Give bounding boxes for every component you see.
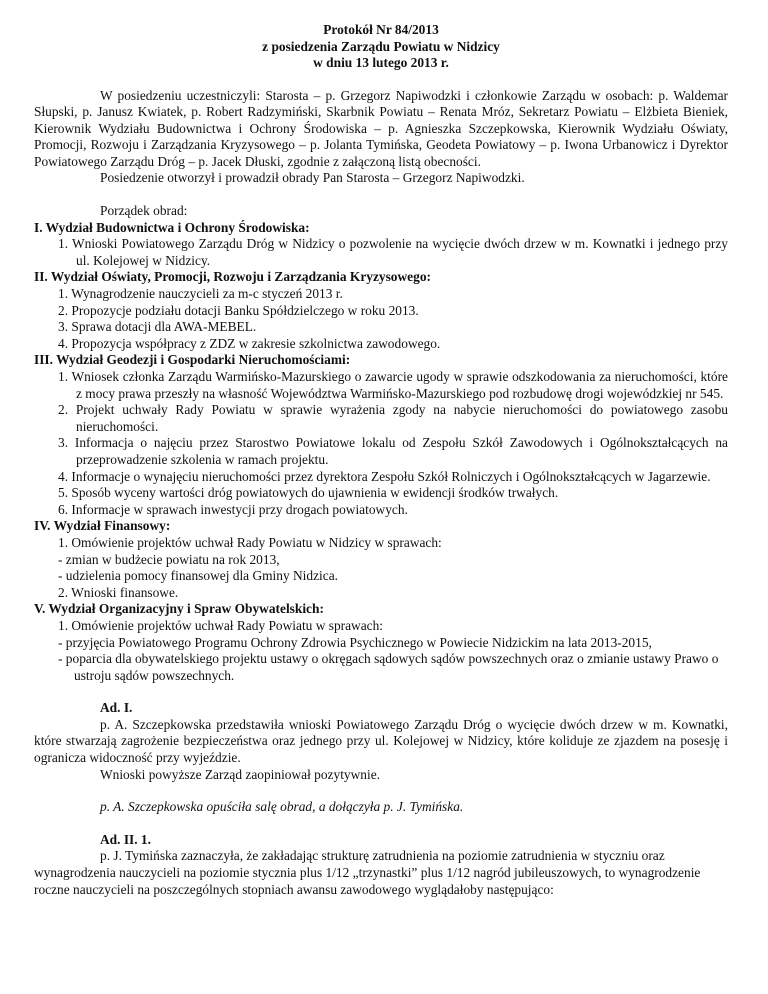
agenda-item: 1. Wynagrodzenie nauczycieli za m-c styczeń 2013 r. xyxy=(58,286,343,302)
agenda-item: 1. Omówienie projektów uchwał Rady Powiatu w sprawach: xyxy=(58,617,384,633)
agenda-item: 1. Omówienie projektów uchwał Rady Powiatu w Nidzicy w sprawach: xyxy=(58,534,442,550)
spacer xyxy=(34,72,728,88)
ad-2-1-heading: Ad. II. 1. xyxy=(100,831,151,847)
agenda-label: Porządek obrad: xyxy=(100,203,188,219)
agenda-subitem: - poparcia dla obywatelskiego projektu ustawy o okręgach sądowych sądów powszechnych oraz o zmianie ustawy Prawo o ustroju sądów powszechnych. xyxy=(58,651,719,683)
ad-1-text: p. A. Szczepkowska przedstawiła wnioski Powiatowego Zarządu Dróg o wycięcie dwóch drzew w m. Kownatki, które stwarzają zagrożenie bezpieczeństwa oraz jednego przy ul. Kolejowej w Nidzicy, które koliduje ze zjazdem na posesję i ogranicza widoczność przy wyjeździe. xyxy=(34,716,728,766)
opening-paragraph: Posiedzenie otworzył i prowadził obrady Pan Starosta – Grzegorz Napiwodzki. xyxy=(100,170,525,186)
protocol-subtitle: z posiedzenia Zarządu Powiatu w Nidzicy xyxy=(262,38,500,54)
agenda-section-3-title: III. Wydział Geodezji i Gospodarki Nieruchomościami: xyxy=(34,352,351,368)
protocol-number: Protokół Nr 84/2013 xyxy=(323,22,439,37)
agenda-subitem: - zmian w budżecie powiatu na rok 2013, xyxy=(58,551,280,567)
agenda-subitem: - przyjęcia Powiatowego Programu Ochrony Zdrowia Psychicznego w Powiecie Nidzickim na lata 2013-2015, xyxy=(58,634,652,650)
agenda-item: 2. Propozycje podziału dotacji Banku Spółdzielczego w roku 2013. xyxy=(58,302,419,318)
agenda-subitem: - udzielenia pomocy finansowej dla Gminy Nidzica. xyxy=(58,568,339,584)
agenda-item: 1. Wniosek członka Zarządu Warmińsko-Mazurskiego o zawarcie ugody w sprawie odszkodowania za nieruchomości, które z mocy prawa przeszły na własność Województwa Warmińsko-Mazurskiego pod rozbudowę drogi wojewódzkiej nr 545. xyxy=(58,369,728,401)
agenda-section-2-title: II. Wydział Oświaty, Promocji, Rozwoju i Zarządzania Kryzysowego: xyxy=(34,269,431,285)
attendance-note: p. A. Szczepkowska opuściła salę obrad, a dołączyła p. J. Tymińska. xyxy=(100,799,464,815)
agenda-item: 3. Informacja o najęciu przez Starostwo Powiatowe lokalu od Zespołu Szkół Zawodowych i Ogólnokształcących na przeprowadzenie szkolenia w ramach projektu. xyxy=(58,435,728,467)
spacer xyxy=(34,783,728,799)
spacer xyxy=(34,187,728,203)
spacer xyxy=(34,684,728,700)
ad-1-opinion: Wnioski powyższe Zarząd zaopiniował pozytywnie. xyxy=(100,766,380,782)
agenda-item: 5. Sposób wyceny wartości dróg powiatowych do ujawnienia w ewidencji środków trwałych. xyxy=(58,485,559,501)
agenda-section-5-title: V. Wydział Organizacyjny i Spraw Obywatelskich: xyxy=(34,601,324,617)
ad-2-1-text: p. J. Tymińska zaznaczyła, że zakładając strukturę zatrudnienia na poziomie zatrudnienia w styczniu oraz wynagrodzenia nauczycieli na poziomie stycznia plus 1/12 „trzynastki” plus 1/12 nagród jubileuszowych, to wynagrodzenie roczne nauczycieli na poszczególnych stopniach awansu zawodowego wyglądałoby następująco: xyxy=(34,848,701,897)
agenda-item: 2. Projekt uchwały Rady Powiatu w sprawie wyrażenia zgody na nabycie nieruchomości do powiatowego zasobu nieruchomości. xyxy=(58,402,728,434)
attendees-paragraph: W posiedzeniu uczestniczyli: Starosta – p. Grzegorz Napiwodzki i członkowie Zarządu w osobach: p. Waldemar Słupski, p. Janusz Kwiatek, p. Robert Radzymiński, Skarbnik Powiatu – Renata Mróz, Sekretarz Powiatu – Elżbieta Bieniek, Kierownik Wydziału Budownictwa i Ochrony Środowiska – p. Agnieszka Szczepkowska, Kierownik Wydziału Oświaty, Promocji, Rozwoju i Zarządzania Kryzysowego – p. Jolanta Tymińska, Geodeta Powiatowy – p. Iwona Urbanowicz i Dyrektor Powiatowego Zarządu Dróg – p. Jacek Dłuski, zgodnie z załączoną listą obecności. xyxy=(34,87,728,169)
agenda-section-1-title: I. Wydział Budownictwa i Ochrony Środowiska: xyxy=(34,219,310,235)
agenda-item: 2. Wnioski finansowe. xyxy=(58,584,179,600)
agenda-item: 4. Propozycja współpracy z ZDZ w zakresie szkolnictwa zawodowego. xyxy=(58,335,441,351)
agenda-item: 3. Sprawa dotacji dla AWA-MEBEL. xyxy=(58,319,257,335)
agenda-section-4-title: IV. Wydział Finansowy: xyxy=(34,518,171,534)
agenda-item: 4. Informacje o wynajęciu nieruchomości przez dyrektora Zespołu Szkół Rolniczych i Ogólnokształcących w Jagarzewie. xyxy=(58,468,711,484)
agenda-item: 6. Informacje w sprawach inwestycji przy drogach powiatowych. xyxy=(58,501,408,517)
protocol-date: w dniu 13 lutego 2013 r. xyxy=(313,55,449,70)
ad-1-heading: Ad. I. xyxy=(100,700,133,716)
agenda-item: 1. Wnioski Powiatowego Zarządu Dróg w Nidzicy o pozwolenie na wycięcie dwóch drzew w m. Kownatki i jednego przy ul. Kolejowej w Nidzicy. xyxy=(58,236,728,268)
spacer xyxy=(34,816,728,832)
